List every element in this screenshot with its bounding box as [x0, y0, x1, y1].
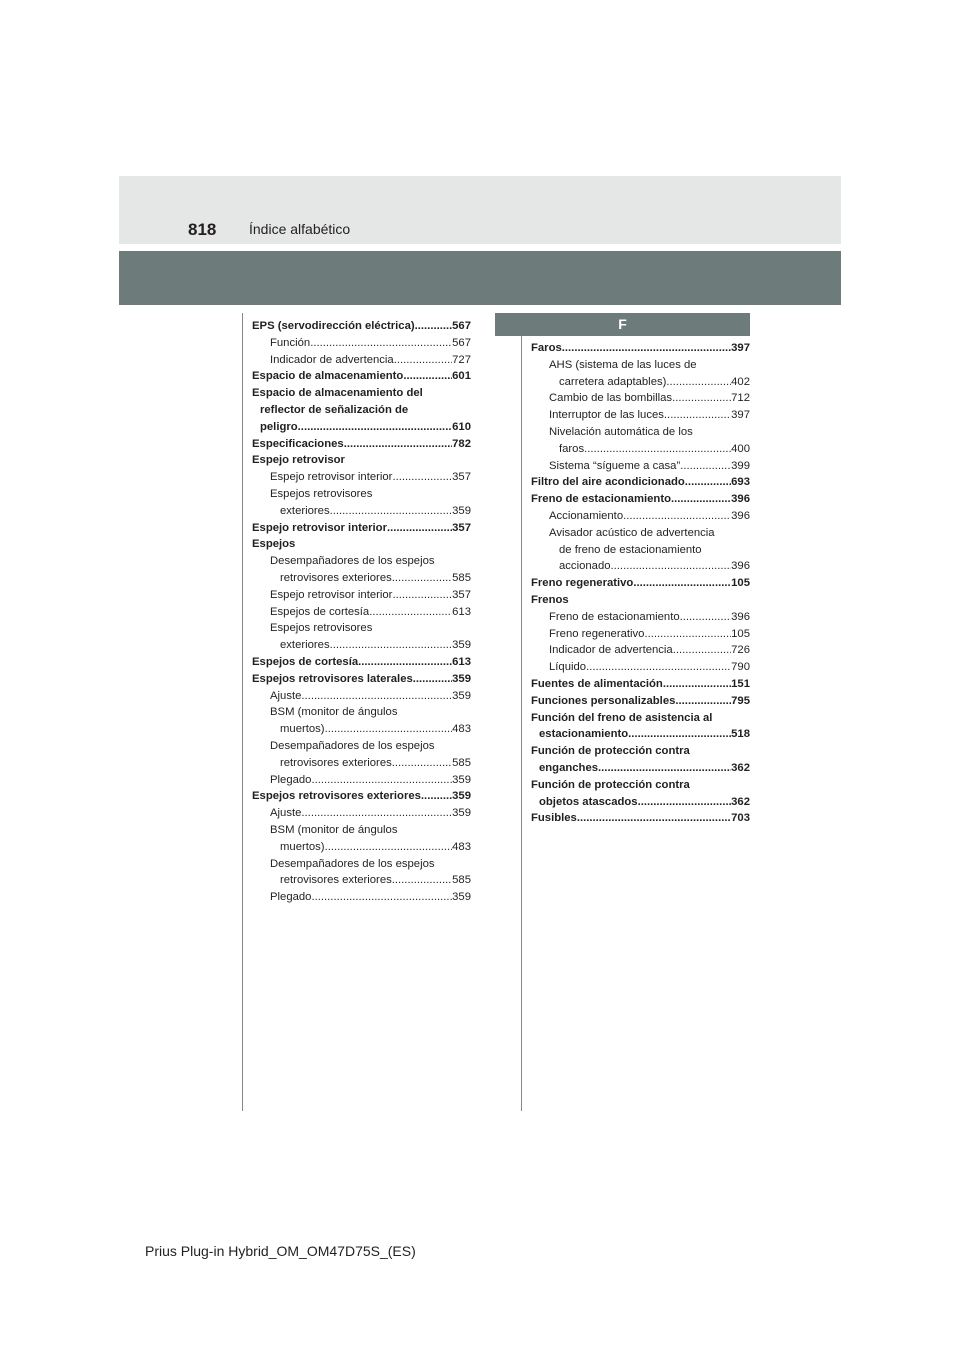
index-heading-line: Desempañadores de los espejos	[270, 739, 435, 752]
index-entry	[531, 340, 750, 357]
index-entry-label: Accionamiento	[549, 509, 624, 522]
index-heading-line: Función del freno de asistencia al	[531, 711, 713, 724]
index-column-right	[531, 340, 750, 827]
leader-dots	[298, 419, 452, 436]
index-entry-label: Indicador de advertencia	[549, 644, 673, 657]
index-heading-line: Espejos retrovisores	[270, 622, 373, 635]
index-entry-page: 359	[452, 504, 471, 517]
index-entry-label: Filtro del aire acondicionado	[531, 476, 685, 489]
index-entry-page: 357	[452, 588, 471, 601]
index-heading-line: Espejos	[252, 538, 296, 551]
index-entry-label: muertos)	[280, 840, 325, 853]
leader-dots	[415, 318, 453, 335]
leader-dots	[577, 810, 731, 827]
index-entry	[252, 335, 471, 352]
leader-dots	[387, 520, 452, 537]
index-entry-page: 402	[731, 375, 750, 388]
index-heading-line: Espacio de almacenamiento del	[252, 387, 423, 400]
leader-dots	[392, 570, 452, 587]
index-entry-page: 483	[452, 723, 471, 736]
index-entry-label: Espejos de cortesía	[270, 605, 370, 618]
index-entry-label: retrovisores exteriores	[280, 756, 392, 769]
leader-dots	[325, 721, 453, 738]
leader-dots	[344, 436, 452, 453]
index-heading-line: Nivelación automática de los	[549, 425, 693, 438]
index-entry	[531, 491, 750, 508]
index-entry	[531, 659, 750, 676]
index-entry-page: 567	[452, 336, 471, 349]
index-entry-label: Espejos de cortesía	[252, 655, 359, 668]
index-heading-line: BSM (monitor de ángulos	[270, 823, 398, 836]
index-entry	[252, 788, 471, 805]
index-entry-label: enganches	[539, 761, 599, 774]
index-entry	[531, 558, 750, 575]
index-entry-label: Fusibles	[531, 812, 577, 825]
index-entry-page: 693	[731, 476, 750, 489]
index-entry-page: 795	[731, 694, 750, 707]
index-entry-page: 712	[731, 392, 750, 405]
index-entry-page: 397	[731, 342, 750, 354]
leader-dots	[611, 558, 732, 575]
index-entry	[531, 626, 750, 643]
center-column-rule	[521, 313, 522, 1111]
index-entry	[252, 436, 471, 453]
index-entry-label: EPS (servodirección eléctrica)	[252, 320, 415, 332]
index-entry-page: 518	[731, 728, 750, 741]
index-entry-page: 362	[731, 795, 750, 808]
leader-dots	[413, 671, 452, 688]
index-entry-page: 585	[452, 571, 471, 584]
index-entry-page: 483	[452, 840, 471, 853]
index-entry-label: faros	[559, 442, 585, 455]
index-heading-line: Avisador acústico de advertencia	[549, 526, 715, 539]
leader-dots	[644, 626, 731, 643]
index-entry-page: 151	[731, 677, 750, 690]
index-entry	[531, 676, 750, 693]
index-entry	[252, 721, 471, 738]
index-entry	[531, 693, 750, 710]
index-entry	[531, 575, 750, 592]
index-entry-page: 601	[452, 370, 471, 383]
leader-dots	[562, 340, 731, 357]
index-heading-line: Espejos retrovisores	[270, 487, 373, 500]
index-entry-label: Funciones personalizables	[531, 694, 676, 707]
index-heading-line: reflector de señalización de	[260, 403, 409, 416]
header-dark-band	[119, 251, 841, 305]
index-entry-label: carretera adaptables)	[559, 375, 667, 388]
index-entry	[252, 671, 471, 688]
index-entry-page: 362	[731, 761, 750, 774]
index-entry	[252, 839, 471, 856]
leader-dots	[671, 491, 731, 508]
leader-dots	[311, 889, 452, 906]
leader-dots	[310, 335, 452, 352]
index-entry-label: objetos atascados	[539, 795, 638, 808]
index-entry-page: 105	[731, 577, 750, 590]
index-entry	[252, 352, 471, 369]
index-heading-line: Frenos	[531, 593, 569, 606]
leader-dots	[358, 654, 452, 671]
page-number: 818	[188, 220, 217, 239]
index-entry-page: 105	[731, 627, 750, 640]
leader-dots	[673, 642, 731, 659]
index-entry-label: muertos)	[280, 723, 325, 736]
leader-dots	[680, 609, 732, 626]
leader-dots	[369, 604, 452, 621]
index-entry	[531, 458, 750, 475]
index-entry-label: Indicador de advertencia	[270, 353, 394, 366]
index-entry	[252, 318, 471, 335]
index-entry-page: 396	[731, 610, 750, 623]
leader-dots	[584, 441, 731, 458]
index-entry-page: 703	[731, 812, 750, 825]
leader-dots	[638, 794, 732, 811]
leader-dots	[311, 772, 452, 789]
index-entry-page: 359	[452, 689, 471, 702]
index-entry	[252, 419, 471, 436]
leader-dots	[392, 469, 452, 486]
index-entry-label: Espejo retrovisor interior	[270, 588, 393, 601]
leader-dots	[666, 374, 731, 391]
index-entry	[252, 688, 471, 705]
index-entry-page: 396	[731, 509, 750, 522]
header-band	[119, 176, 841, 244]
leader-dots	[675, 693, 731, 710]
leader-dots	[392, 587, 452, 604]
index-entry	[531, 407, 750, 424]
index-entry-label: Líquido	[549, 661, 587, 674]
index-entry-label: peligro	[260, 420, 298, 433]
index-entry-page: 782	[452, 437, 471, 450]
index-entry-page: 727	[452, 353, 471, 366]
index-entry	[252, 772, 471, 789]
leader-dots	[680, 458, 731, 475]
index-entry	[531, 726, 750, 743]
index-heading-line: BSM (monitor de ángulos	[270, 706, 398, 719]
index-entry-page: 359	[452, 790, 471, 803]
index-entry-page: 359	[452, 773, 471, 786]
leader-dots	[633, 575, 731, 592]
index-entry	[531, 642, 750, 659]
index-entry	[252, 805, 471, 822]
index-entry-label: Interruptor de las luces	[549, 409, 664, 422]
leader-dots	[325, 839, 453, 856]
index-entry-page: 359	[452, 639, 471, 652]
index-heading-line: Función de protección contra	[531, 745, 690, 758]
leader-dots	[301, 688, 452, 705]
leader-dots	[301, 805, 452, 822]
index-entry-label: Fuentes de alimentación	[531, 677, 663, 690]
leader-dots	[628, 726, 731, 743]
index-entry-page: 357	[452, 521, 471, 534]
index-entry-page: 359	[452, 891, 471, 904]
index-entry-page: 613	[452, 655, 471, 668]
index-entry-label: Ajuste	[270, 807, 302, 820]
leader-dots	[672, 390, 731, 407]
index-entry	[531, 390, 750, 407]
index-heading-line: de freno de estacionamiento	[559, 543, 702, 556]
index-entry-label: Freno regenerativo	[549, 627, 645, 640]
index-entry-page: 613	[452, 605, 471, 618]
leader-dots	[663, 676, 731, 693]
index-entry	[531, 374, 750, 391]
index-entry-page: 359	[452, 807, 471, 820]
index-entry-label: Espacio de almacenamiento	[252, 370, 404, 383]
index-entry-label: Freno de estacionamiento	[549, 610, 680, 623]
index-heading-line: Espejo retrovisor	[252, 454, 345, 467]
footer-document-id: Prius Plug-in Hybrid_OM_OM47D75S_(ES)	[145, 1243, 416, 1259]
index-entry-label: Freno regenerativo	[531, 577, 634, 590]
index-entry-label: Cambio de las bombillas	[549, 392, 673, 405]
index-entry-page: 400	[731, 442, 750, 455]
index-entry-page: 726	[731, 644, 750, 657]
leader-dots	[392, 755, 452, 772]
index-entry	[531, 474, 750, 491]
index-entry-label: Espejo retrovisor interior	[252, 521, 387, 534]
leader-dots	[403, 368, 452, 385]
index-entry-label: Espejos retrovisores exteriores	[252, 790, 421, 803]
index-entry	[531, 760, 750, 777]
index-entry-label: Ajuste	[270, 689, 302, 702]
leader-dots	[330, 637, 453, 654]
index-entry	[531, 441, 750, 458]
index-entry	[252, 637, 471, 654]
index-entry-page: 396	[731, 560, 750, 573]
leader-dots	[586, 659, 731, 676]
page-title: Índice alfabético	[249, 221, 351, 237]
index-entry-page: 585	[452, 874, 471, 887]
index-entry-label: exteriores	[280, 639, 330, 652]
index-entry	[252, 889, 471, 906]
index-entry-label: estacionamiento	[539, 728, 629, 741]
index-entry-label: retrovisores exteriores	[280, 874, 392, 887]
index-entry-page: 397	[731, 409, 750, 422]
index-entry-label: Plegado	[270, 891, 312, 904]
index-entry-label: Espejo retrovisor interior	[270, 471, 393, 484]
index-entry	[252, 570, 471, 587]
index-entry	[252, 654, 471, 671]
index-entry	[531, 810, 750, 827]
index-entry-label: Plegado	[270, 773, 312, 786]
index-entry	[252, 755, 471, 772]
index-entry-page: 399	[731, 459, 750, 472]
index-column-left	[252, 318, 471, 906]
index-entry-label: Espejos retrovisores laterales	[252, 672, 413, 685]
index-entry	[252, 469, 471, 486]
leader-dots	[330, 503, 453, 520]
left-column-rule	[242, 313, 243, 1111]
index-entry-label: Especificaciones	[252, 437, 344, 450]
index-entry-label: Freno de estacionamiento	[531, 493, 671, 506]
index-entry	[252, 587, 471, 604]
index-heading-line: Función de protección contra	[531, 778, 690, 791]
leader-dots	[598, 760, 731, 777]
leader-dots	[664, 407, 731, 424]
section-letter-bar: F	[495, 313, 750, 336]
index-entry-label: Sistema “sígueme a casa”	[549, 459, 681, 472]
index-entry-page: 790	[731, 661, 750, 674]
leader-dots	[394, 352, 452, 369]
index-entry	[252, 604, 471, 621]
index-heading-line: Desempañadores de los espejos	[270, 857, 435, 870]
index-entry-page: 357	[452, 471, 471, 484]
leader-dots	[623, 508, 731, 525]
index-entry-page: 359	[452, 672, 471, 685]
index-entry-label: exteriores	[280, 504, 330, 517]
index-entry	[252, 368, 471, 385]
index-entry	[252, 503, 471, 520]
index-entry	[252, 520, 471, 537]
leader-dots	[685, 474, 731, 491]
index-heading-line: Desempañadores de los espejos	[270, 555, 435, 568]
index-entry	[531, 794, 750, 811]
index-entry-page: 610	[452, 420, 471, 433]
index-entry-label: accionado	[559, 560, 611, 573]
index-entry-label: retrovisores exteriores	[280, 571, 392, 584]
index-entry	[252, 872, 471, 889]
index-entry-page: 567	[452, 320, 471, 332]
leader-dots	[421, 788, 452, 805]
index-entry-label: Faros	[531, 342, 562, 354]
index-entry-page: 585	[452, 756, 471, 769]
index-heading-line: AHS (sistema de las luces de	[549, 358, 697, 371]
index-entry	[531, 508, 750, 525]
leader-dots	[392, 872, 452, 889]
index-entry-label: Función	[270, 336, 311, 349]
index-entry-page: 396	[731, 493, 750, 506]
index-entry	[531, 609, 750, 626]
